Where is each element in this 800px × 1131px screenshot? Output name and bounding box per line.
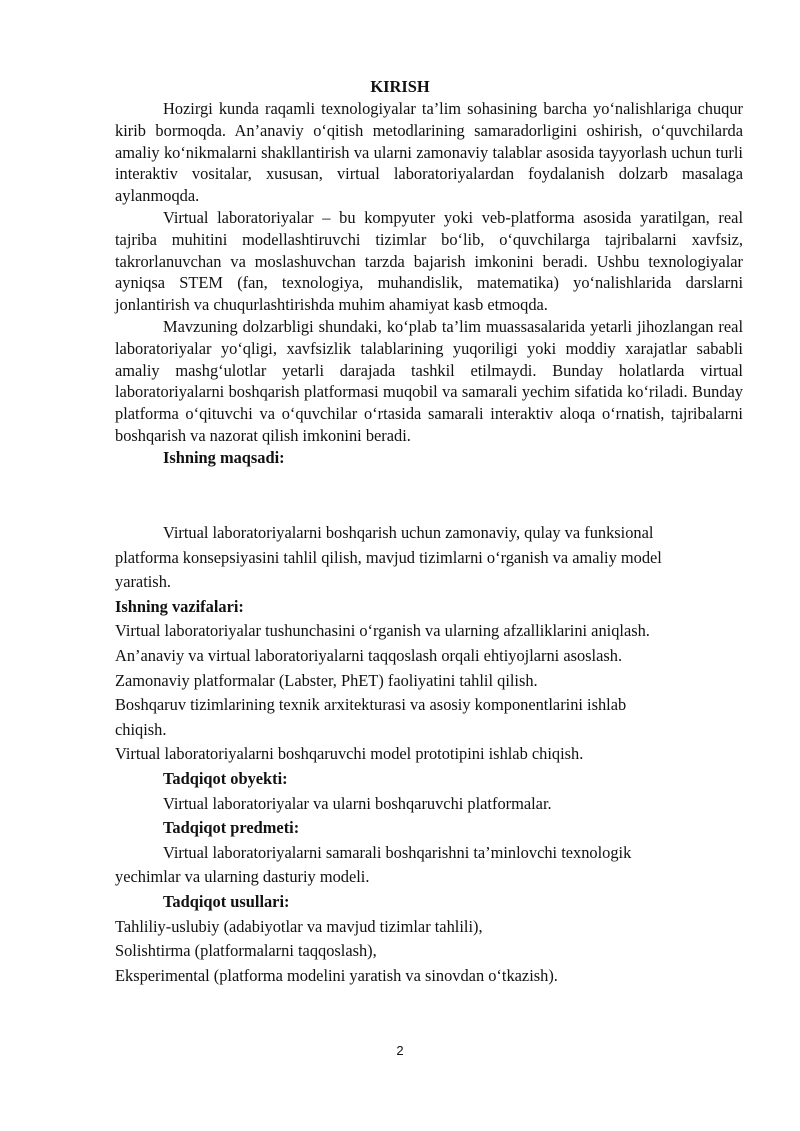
intro-section — [115, 98, 743, 469]
task-item: chiqish. — [115, 719, 167, 739]
goal-heading: Ishning maqsadi: — [163, 447, 285, 467]
goal-line-1: Virtual laboratoriyalarni boshqarish uchun zamonaviy, qulay va funksional — [163, 523, 654, 542]
goal-section — [115, 521, 743, 988]
page-title: KIRISH — [370, 77, 430, 96]
object-text: Virtual laboratoriyalar va ularni boshqaruvchi platformalar. — [163, 793, 552, 813]
method-item: Tahliliy-uslubiy (adabiyotlar va mavjud tizimlar tahlili), — [115, 916, 483, 936]
method-item: Solishtirma (platformalarni taqqoslash), — [115, 941, 377, 961]
goal-line-2: platforma konsepsiyasini tahlil qilish, mavjud tizimlarni o‘rganish va amaliy model — [115, 547, 662, 567]
task-item: Virtual laboratoriyalarni boshqaruvchi model prototipini ishlab chiqish. — [115, 744, 584, 764]
task-item: Boshqaruv tizimlarining texnik arxitekturasi va asosiy komponentlarini ishlab — [115, 695, 627, 715]
intro-paragraph-2: Virtual laboratoriyalar – bu kompyuter yoki veb-platforma asosida yaratilgan, real tajriba muhitini modellashtiruvchi tizimlar bo‘lib, o‘quvchilarga tajribalarni xavfsiz, takrorlanuvchan va moslashuvchan tarzda bajarish imkonini beradi. Ushbu texnologiyalar ayniqsa STEM (fan, texnologiya, muhandislik, matematika) yo‘nalishlarida darslarni jonlantirish va chuqurlashtirishda muhim ahamiyat kasb etmoqda. — [115, 207, 743, 315]
tasks-heading: Ishning vazifalari: — [115, 596, 244, 616]
page-number: 2 — [396, 1043, 404, 1058]
goal-line-3: yaratish. — [115, 572, 171, 592]
subject-line-2: yechimlar va ularning dasturiy modeli. — [115, 867, 370, 887]
subject-heading: Tadqiqot predmeti: — [163, 818, 300, 838]
task-item: An’anaviy va virtual laboratoriyalarni taqqoslash orqali ehtiyojlarni asoslash. — [115, 645, 623, 665]
method-item: Eksperimental (platforma modelini yaratish va sinovdan o‘tkazish). — [115, 965, 558, 985]
task-item: Zamonaviy platformalar (Labster, PhET) faoliyatini tahlil qilish. — [115, 670, 538, 690]
intro-paragraph-3: Mavzuning dolzarbligi shundaki, ko‘plab ta’lim muassasalarida yetarli jihozlangan real laboratoriyalar yo‘qligi, xavfsizlik talablarining yuqoriligi yoki moddiy xarajatlar sababli amaliy mashg‘ulotlar yetarli darajada tashkil etilmaydi. Bunday holatlarda virtual laboratoriyalarni boshqarish platformasi muqobil va samarali yechim sifatida ko‘riladi. Bunday platforma o‘qituvchi va o‘quvchilar o‘rtasida samarali interaktiv aloqa o‘rnatish, tajribalarni boshqarish va nazorat qilish imkonini beradi. — [115, 316, 743, 445]
task-item: Virtual laboratoriyalar tushunchasini o‘rganish va ularning afzalliklarini aniqlash. — [115, 621, 650, 641]
intro-paragraph-1: Hozirgi kunda raqamli texnologiyalar ta’lim sohasining barcha yo‘nalishlariga chuqur kirib bormoqda. An’anaviy o‘qitish metodlarining samaradorligini oshirish, o‘quvchilarda amaliy ko‘nikmalarni shakllantirish va ularni zamonaviy talablar asosida tayyorlash uchun turli interaktiv vositalar, xususan, virtual laboratoriyalardan foydalanish dolzarb masalaga aylanmoqda. — [115, 99, 743, 206]
object-heading: Tadqiqot obyekti: — [163, 768, 288, 788]
methods-heading: Tadqiqot usullari: — [163, 891, 290, 911]
subject-line-1: Virtual laboratoriyalarni samarali boshqarishni ta’minlovchi texnologik — [163, 842, 632, 862]
